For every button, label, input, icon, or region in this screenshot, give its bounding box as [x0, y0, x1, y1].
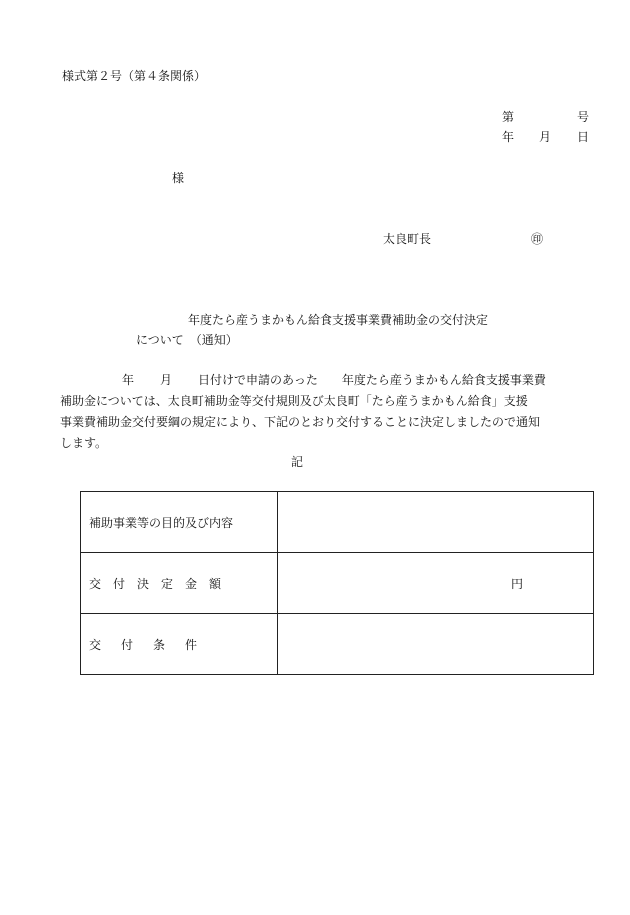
body-line-2: 補助金については、太良町補助金等交付規則及び太良町「たら産うまかもん給食」支援 [60, 394, 528, 408]
doc-number-go: 号 [577, 110, 590, 124]
row-label-amount: 交付決定金額 [81, 553, 278, 614]
body-lead-month: 月 [160, 373, 173, 387]
table-row [81, 614, 594, 675]
table-row [81, 492, 594, 553]
issuer-title: 太良町長 [383, 232, 432, 246]
row-label-purpose: 補助事業等の目的及び内容 [81, 492, 278, 553]
date-day: 日 [577, 130, 590, 144]
ki-heading: 記 [291, 455, 304, 469]
row-value-amount: 円 [278, 553, 594, 614]
body-paragraph [60, 370, 580, 454]
body-line-1 [60, 370, 580, 391]
row-label-conditions: 交付条件 [81, 614, 278, 675]
body-line-4: します。 [60, 436, 108, 450]
row-value-conditions [278, 614, 594, 675]
subject-line-2: について （通知） [136, 333, 238, 347]
doc-number-dai: 第 [502, 110, 515, 124]
body-lead-day: 日付けで申請のあった [198, 373, 318, 387]
seal-mark: ㊞ [531, 232, 544, 246]
form-number: 様式第２号（第４条関係） [62, 69, 207, 83]
recipient-suffix: 様 [172, 171, 185, 185]
date-year: 年 [502, 130, 515, 144]
body-line-3: 事業費補助金交付要綱の規定により、下記のとおり交付することに決定しましたので通知 [60, 415, 541, 429]
body-lead-rest: 年度たら産うまかもん給食支援事業費 [341, 373, 546, 387]
row-value-purpose [278, 492, 594, 553]
table-row [81, 553, 594, 614]
subject-line-1: 年度たら産うまかもん給食支援事業費補助金の交付決定 [188, 313, 489, 327]
details-table [80, 491, 594, 675]
date-month: 月 [539, 130, 552, 144]
body-lead-year: 年 [122, 373, 135, 387]
